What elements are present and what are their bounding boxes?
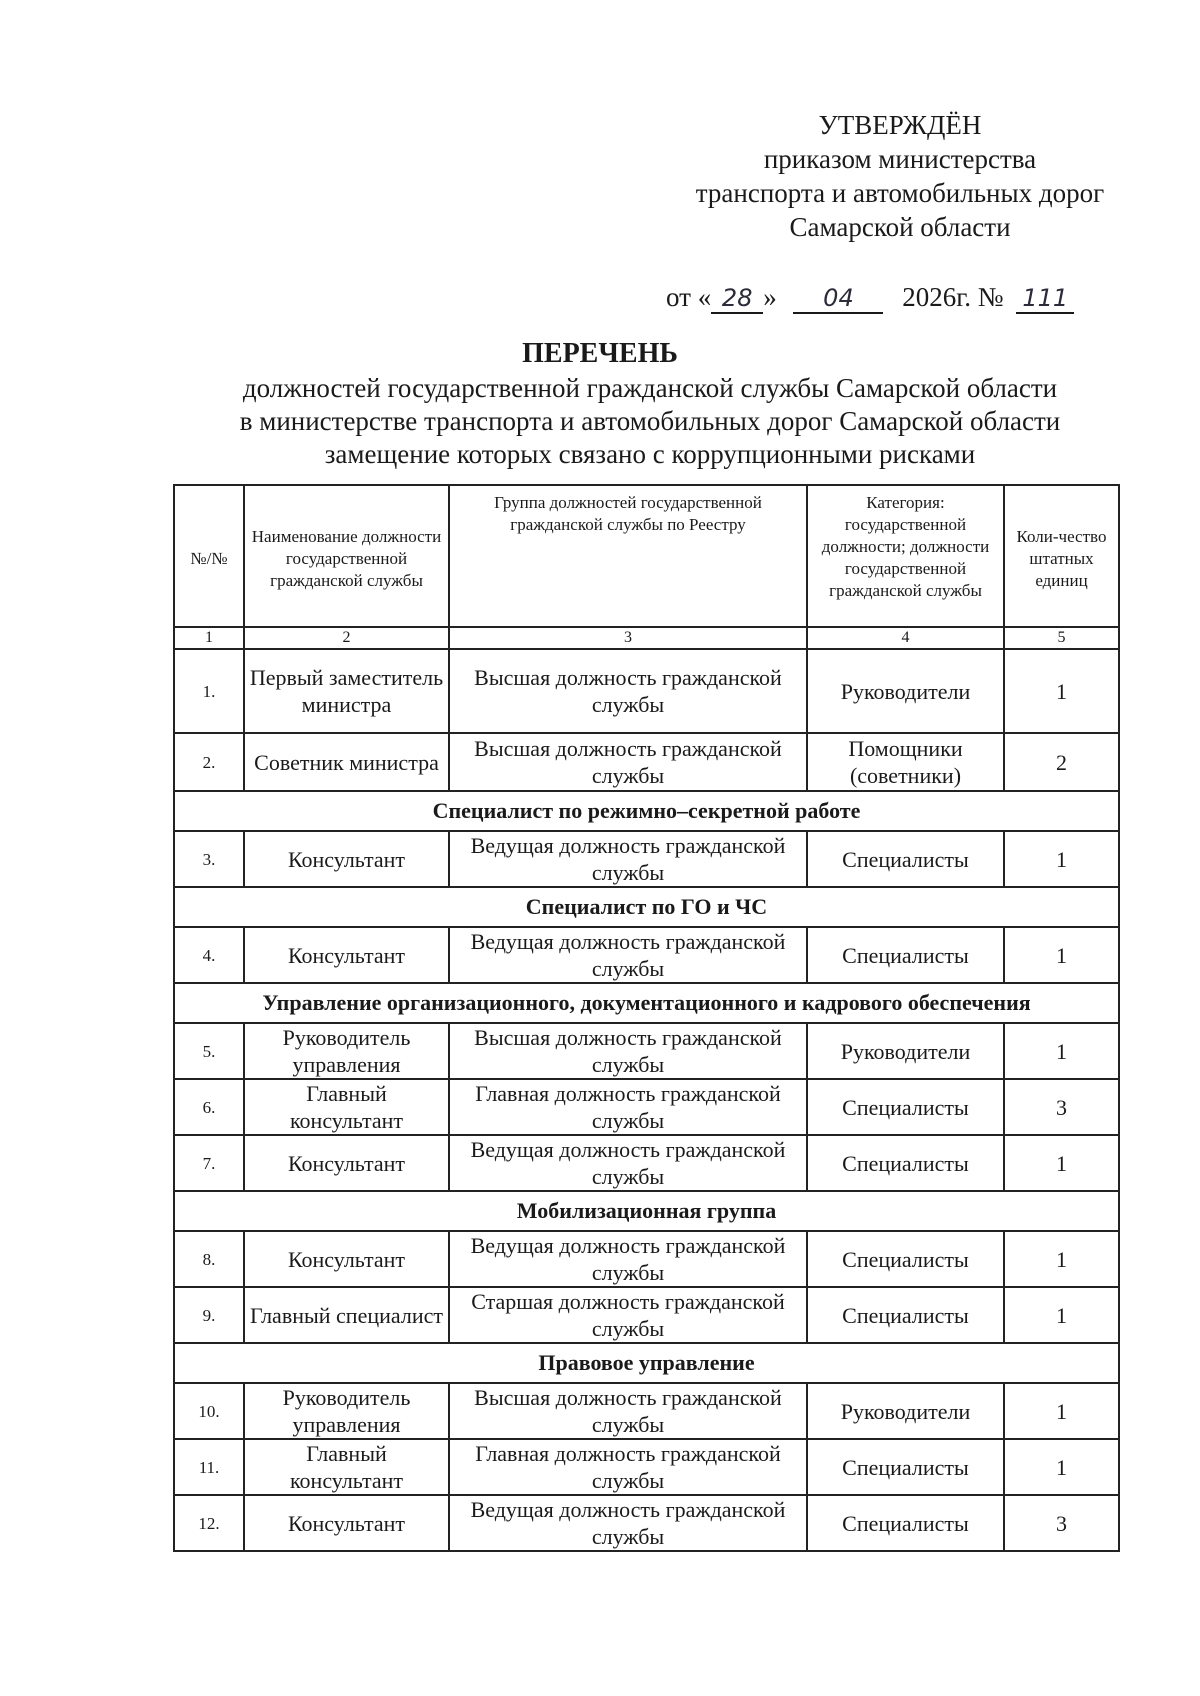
staff-count: 1 <box>1004 1023 1119 1079</box>
row-number: 1. <box>174 649 244 733</box>
position-category: Специалисты <box>807 1079 1004 1135</box>
section-row <box>174 983 1119 1023</box>
handwritten-number: 111 <box>1016 284 1074 314</box>
position-category: Помощники (советники) <box>807 733 1004 791</box>
section-title: Правовое управление <box>174 1343 1119 1383</box>
approval-line-2: транспорта и автомобильных дорог <box>695 178 1105 208</box>
position-name: Первый заместитель министра <box>244 649 449 733</box>
section-title: Управление организационного, документационного и кадрового обеспечения <box>174 983 1119 1023</box>
position-category: Специалисты <box>807 1287 1004 1343</box>
header-category: Категория: государственной должности; должности государственной гражданской службы <box>807 485 1004 627</box>
approval-block <box>640 108 1160 244</box>
table-row <box>174 1231 1119 1287</box>
position-name: Советник министра <box>244 733 449 791</box>
header-position-name: Наименование должности государственной гражданской службы <box>244 485 449 627</box>
row-number: 11. <box>174 1439 244 1495</box>
position-group: Высшая должность гражданской службы <box>449 1383 807 1439</box>
position-group: Ведущая должность гражданской службы <box>449 831 807 887</box>
row-number: 3. <box>174 831 244 887</box>
staff-count: 3 <box>1004 1079 1119 1135</box>
approval-title: УТВЕРЖДЁН <box>818 110 982 140</box>
position-name: Главный специалист <box>244 1287 449 1343</box>
date-prefix: от « <box>666 282 712 312</box>
position-group: Высшая должность гражданской службы <box>449 649 807 733</box>
position-group: Высшая должность гражданской службы <box>449 733 807 791</box>
staff-count: 1 <box>1004 1383 1119 1439</box>
position-category: Руководители <box>807 1383 1004 1439</box>
position-name: Консультант <box>244 1231 449 1287</box>
header-group: Группа должностей государственной гражданской службы по Реестру <box>449 485 807 627</box>
position-name: Консультант <box>244 1495 449 1551</box>
position-category: Руководители <box>807 649 1004 733</box>
approval-line-1: приказом министерства <box>763 144 1037 174</box>
position-group: Ведущая должность гражданской службы <box>449 1231 807 1287</box>
position-category: Специалисты <box>807 1495 1004 1551</box>
date-year: 2026г. № <box>902 282 1004 312</box>
row-number: 5. <box>174 1023 244 1079</box>
staff-count: 1 <box>1004 649 1119 733</box>
position-category: Специалисты <box>807 1439 1004 1495</box>
position-category: Руководители <box>807 1023 1004 1079</box>
column-number: 4 <box>807 627 1004 649</box>
position-name: Главный консультант <box>244 1079 449 1135</box>
row-number: 8. <box>174 1231 244 1287</box>
column-number: 1 <box>174 627 244 649</box>
position-name: Руководитель управления <box>244 1023 449 1079</box>
table-row <box>174 1439 1119 1495</box>
table-row <box>174 831 1119 887</box>
row-number: 7. <box>174 1135 244 1191</box>
approval-line-3: Самарской области <box>789 212 1011 242</box>
table-row <box>174 1383 1119 1439</box>
column-numbers-row <box>174 627 1119 649</box>
handwritten-day: 28 <box>711 284 763 314</box>
position-category: Специалисты <box>807 831 1004 887</box>
table-row <box>174 927 1119 983</box>
position-group: Главная должность гражданской службы <box>449 1439 807 1495</box>
document-subtitle <box>160 372 1140 471</box>
staff-count: 1 <box>1004 1439 1119 1495</box>
row-number: 2. <box>174 733 244 791</box>
position-name: Консультант <box>244 1135 449 1191</box>
subtitle-line: должностей государственной гражданской службы Самарской области <box>242 373 1058 403</box>
position-name: Главный консультант <box>244 1439 449 1495</box>
staff-count: 3 <box>1004 1495 1119 1551</box>
position-category: Специалисты <box>807 1135 1004 1191</box>
row-number: 6. <box>174 1079 244 1135</box>
document-title: ПЕРЕЧЕНЬ <box>522 338 678 369</box>
subtitle-line: в министерстве транспорта и автомобильных дорог Самарской области <box>239 406 1061 436</box>
table-header-row <box>174 485 1119 627</box>
date-quote-close: » <box>763 282 777 312</box>
section-row <box>174 1343 1119 1383</box>
section-title: Специалист по режимно–секретной работе <box>174 791 1119 831</box>
position-category: Специалисты <box>807 927 1004 983</box>
column-number: 2 <box>244 627 449 649</box>
table-row <box>174 1079 1119 1135</box>
row-number: 4. <box>174 927 244 983</box>
table-row <box>174 1287 1119 1343</box>
position-name: Консультант <box>244 927 449 983</box>
position-category: Специалисты <box>807 1231 1004 1287</box>
subtitle-line: замещение которых связано с коррупционными рисками <box>324 439 976 469</box>
section-row <box>174 791 1119 831</box>
table-row <box>174 733 1119 791</box>
table-row <box>174 1023 1119 1079</box>
column-number: 5 <box>1004 627 1119 649</box>
row-number: 10. <box>174 1383 244 1439</box>
positions-table <box>173 484 1120 1552</box>
table-row <box>174 1135 1119 1191</box>
section-title: Специалист по ГО и ЧС <box>174 887 1119 927</box>
column-number: 3 <box>449 627 807 649</box>
header-count: Коли-чество штатных единиц <box>1004 485 1119 627</box>
position-group: Высшая должность гражданской службы <box>449 1023 807 1079</box>
table-row <box>174 649 1119 733</box>
row-number: 9. <box>174 1287 244 1343</box>
position-group: Ведущая должность гражданской службы <box>449 927 807 983</box>
approval-date <box>666 282 1074 314</box>
position-group: Ведущая должность гражданской службы <box>449 1495 807 1551</box>
position-group: Главная должность гражданской службы <box>449 1079 807 1135</box>
position-group: Ведущая должность гражданской службы <box>449 1135 807 1191</box>
staff-count: 1 <box>1004 1287 1119 1343</box>
row-number: 12. <box>174 1495 244 1551</box>
staff-count: 1 <box>1004 927 1119 983</box>
staff-count: 1 <box>1004 1135 1119 1191</box>
section-row <box>174 1191 1119 1231</box>
header-no: №/№ <box>174 485 244 627</box>
position-name: Руководитель управления <box>244 1383 449 1439</box>
table-row <box>174 1495 1119 1551</box>
position-name: Консультант <box>244 831 449 887</box>
staff-count: 1 <box>1004 831 1119 887</box>
staff-count: 2 <box>1004 733 1119 791</box>
staff-count: 1 <box>1004 1231 1119 1287</box>
position-group: Старшая должность гражданской службы <box>449 1287 807 1343</box>
section-title: Мобилизационная группа <box>174 1191 1119 1231</box>
table-body <box>174 649 1119 1551</box>
handwritten-month: 04 <box>793 284 883 314</box>
section-row <box>174 887 1119 927</box>
